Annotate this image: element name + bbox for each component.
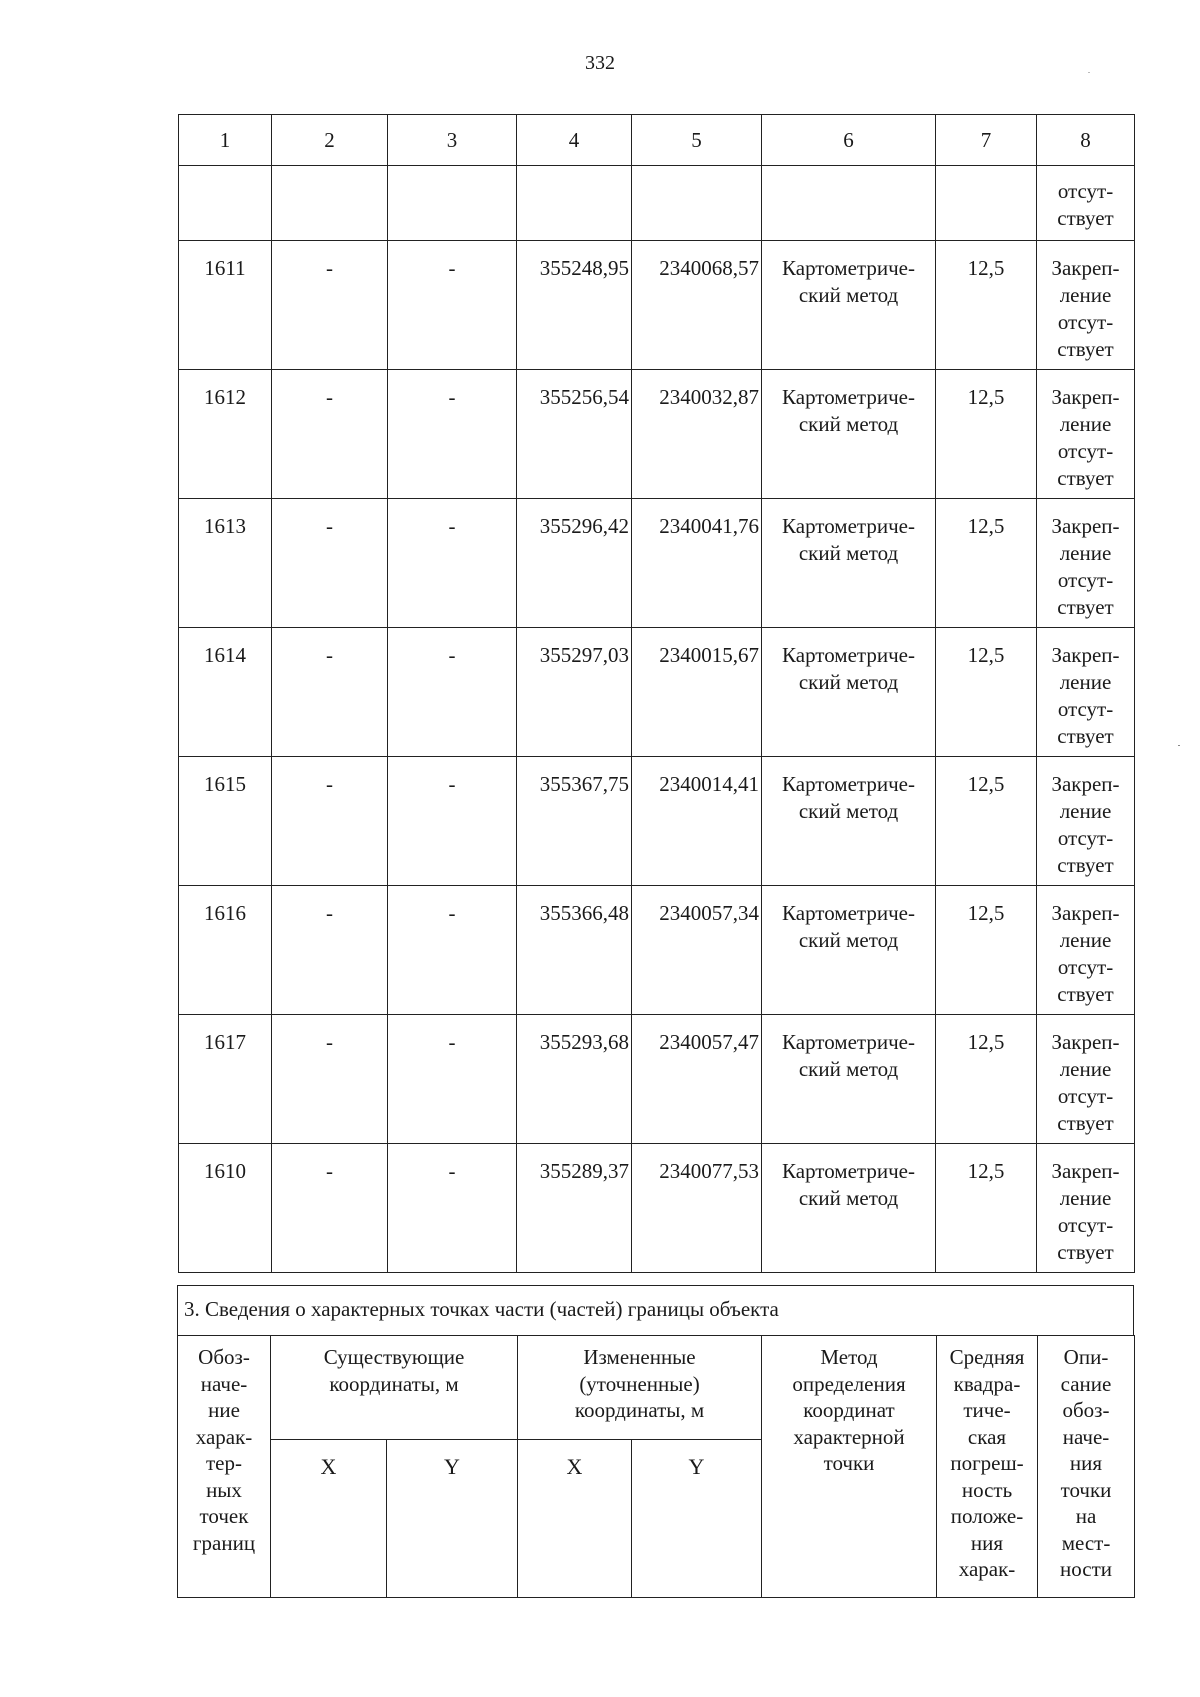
empty-cell <box>272 166 388 241</box>
method-cell <box>762 1144 936 1273</box>
note-cell <box>1037 241 1135 370</box>
header-line: положе- <box>950 1504 1024 1528</box>
existing-y-cell: - <box>388 757 517 886</box>
note-line: отсут- <box>1057 179 1114 203</box>
coordinates-table <box>178 114 1135 1273</box>
point-id: 1613 <box>179 499 272 628</box>
note-line: отсут- <box>1057 826 1114 850</box>
header-line: ность <box>961 1477 1013 1502</box>
method-line: ский метод <box>798 412 899 436</box>
method-line: Картометриче- <box>782 901 915 925</box>
note-line: ствует <box>1057 206 1114 230</box>
existing-y-cell: - <box>388 1015 517 1144</box>
note-line: ствует <box>1057 1240 1114 1264</box>
note-line: ствует <box>1057 1111 1114 1135</box>
note-line: Закреп- <box>1051 1159 1120 1183</box>
note-line: ление <box>1059 799 1112 823</box>
note-cell <box>1037 499 1135 628</box>
header-line: точки <box>823 1451 875 1475</box>
header-line: тер- <box>206 1451 242 1475</box>
header-line: ности <box>1060 1557 1112 1581</box>
header-line: Метод <box>820 1345 878 1369</box>
empty-cell <box>936 166 1037 241</box>
point-id: 1616 <box>179 886 272 1015</box>
changed-coordinates-header <box>518 1336 762 1440</box>
header-line: Существующие <box>323 1345 465 1369</box>
section-3-header-table <box>177 1335 1135 1598</box>
method-cell <box>762 370 936 499</box>
header-line: наче- <box>1062 1424 1110 1449</box>
existing-y-cell: - <box>388 1144 517 1273</box>
existing-y-cell: - <box>388 241 517 370</box>
method-line: Картометриче- <box>782 385 915 409</box>
empty-cell <box>632 166 762 241</box>
existing-x-cell: - <box>272 1015 388 1144</box>
note-line: ление <box>1059 412 1112 436</box>
changed-y-cell: 2340057,34 <box>632 886 762 1015</box>
note-cell <box>1037 370 1135 499</box>
method-line: ский метод <box>798 283 899 307</box>
method-cell <box>762 1015 936 1144</box>
changed-x-header: X <box>518 1440 632 1598</box>
point-id: 1611 <box>179 241 272 370</box>
column-number: 8 <box>1037 115 1135 166</box>
changed-y-cell: 2340068,57 <box>632 241 762 370</box>
header-line: точек <box>199 1504 249 1528</box>
method-line: ский метод <box>798 1057 899 1081</box>
note-cell <box>1037 757 1135 886</box>
page-number: 332 <box>585 52 615 74</box>
error-cell: 12,5 <box>936 886 1037 1015</box>
changed-x-cell: 355296,42 <box>517 499 632 628</box>
note-line: ление <box>1059 541 1112 565</box>
method-line: ский метод <box>798 1186 899 1210</box>
empty-cell <box>179 166 272 241</box>
note-line: ствует <box>1057 466 1114 490</box>
error-header <box>937 1336 1038 1598</box>
changed-y-cell: 2340014,41 <box>632 757 762 886</box>
method-cell <box>762 628 936 757</box>
header-line: Обоз- <box>198 1345 250 1369</box>
changed-y-header: Y <box>632 1440 762 1598</box>
existing-x-header: X <box>271 1440 387 1598</box>
note-line: Закреп- <box>1051 772 1120 796</box>
error-cell: 12,5 <box>936 499 1037 628</box>
note-line: ствует <box>1057 337 1114 361</box>
note-line: ление <box>1059 283 1112 307</box>
note-line: Закреп- <box>1051 385 1120 409</box>
header-line: точки <box>1060 1477 1112 1502</box>
method-cell <box>762 241 936 370</box>
method-cell <box>762 886 936 1015</box>
column-number: 2 <box>272 115 388 166</box>
method-line: ский метод <box>798 799 899 823</box>
existing-y-cell: - <box>388 499 517 628</box>
existing-y-header: Y <box>387 1440 518 1598</box>
point-row <box>179 499 1135 628</box>
changed-y-cell: 2340057,47 <box>632 1015 762 1144</box>
column-number: 4 <box>517 115 632 166</box>
header-line: харак- <box>195 1424 253 1449</box>
note-line: Закреп- <box>1051 256 1120 280</box>
method-line: Картометриче- <box>782 772 915 796</box>
note-line: Закреп- <box>1051 643 1120 667</box>
method-line: Картометриче- <box>782 256 915 280</box>
changed-x-cell: 355366,48 <box>517 886 632 1015</box>
changed-x-cell: 355289,37 <box>517 1144 632 1273</box>
note-line: ствует <box>1057 853 1114 877</box>
error-cell: 12,5 <box>936 1015 1037 1144</box>
note-line: отсут- <box>1057 955 1114 979</box>
changed-x-cell: 355256,54 <box>517 370 632 499</box>
column-number: 5 <box>632 115 762 166</box>
method-line: Картометриче- <box>782 643 915 667</box>
point-row <box>179 370 1135 499</box>
error-cell: 12,5 <box>936 757 1037 886</box>
note-cell <box>1037 1015 1135 1144</box>
changed-x-cell: 355367,75 <box>517 757 632 886</box>
point-id: 1614 <box>179 628 272 757</box>
existing-x-cell: - <box>272 370 388 499</box>
point-id: 1610 <box>179 1144 272 1273</box>
header-line: (уточненные) <box>579 1371 700 1396</box>
header-line: координаты, м <box>574 1398 705 1422</box>
note-line: отсут- <box>1057 439 1114 463</box>
header-line: ния <box>970 1530 1004 1555</box>
existing-x-cell: - <box>272 241 388 370</box>
header-line: обоз- <box>1062 1398 1110 1422</box>
existing-coordinates-header <box>271 1336 518 1440</box>
header-line: ных <box>206 1477 242 1502</box>
point-id: 1612 <box>179 370 272 499</box>
note-cell <box>1037 166 1135 241</box>
empty-cell <box>762 166 936 241</box>
header-line: ния <box>1069 1451 1103 1475</box>
note-line: отсут- <box>1057 568 1114 592</box>
existing-y-cell: - <box>388 628 517 757</box>
header-line: погреш- <box>950 1451 1024 1475</box>
note-cell <box>1037 628 1135 757</box>
error-cell: 12,5 <box>936 1144 1037 1273</box>
note-line: отсут- <box>1057 310 1114 334</box>
note-line: ствует <box>1057 982 1114 1006</box>
method-line: Картометриче- <box>782 514 915 538</box>
column-number: 6 <box>762 115 936 166</box>
header-line: координат <box>803 1398 895 1422</box>
changed-x-cell: 355297,03 <box>517 628 632 757</box>
note-cell <box>1037 1144 1135 1273</box>
note-line: ление <box>1059 1057 1112 1081</box>
header-line: харак- <box>958 1557 1016 1581</box>
method-line: Картометриче- <box>782 1159 915 1183</box>
section-3-title: 3. Сведения о характерных точках части (частей) границы объекта <box>177 1285 1134 1335</box>
empty-cell <box>388 166 517 241</box>
existing-y-cell: - <box>388 370 517 499</box>
note-line: отсут- <box>1057 697 1114 721</box>
error-cell: 12,5 <box>936 241 1037 370</box>
header-line: на <box>1075 1504 1097 1528</box>
changed-y-cell: 2340015,67 <box>632 628 762 757</box>
method-cell <box>762 757 936 886</box>
changed-y-cell: 2340041,76 <box>632 499 762 628</box>
header-line: координаты, м <box>329 1371 459 1396</box>
header-line: Опи- <box>1063 1345 1109 1369</box>
description-header <box>1038 1336 1135 1598</box>
header-line: наче- <box>200 1371 248 1396</box>
point-row <box>179 1015 1135 1144</box>
header-line: мест- <box>1061 1530 1111 1555</box>
point-row <box>179 757 1135 886</box>
header-line: ская <box>967 1424 1007 1449</box>
existing-x-cell: - <box>272 757 388 886</box>
existing-x-cell: - <box>272 1144 388 1273</box>
note-line: Закреп- <box>1051 901 1120 925</box>
existing-x-cell: - <box>272 886 388 1015</box>
existing-x-cell: - <box>272 499 388 628</box>
header-line: сание <box>1060 1371 1112 1396</box>
header-line: ние <box>208 1398 240 1422</box>
existing-y-cell: - <box>388 886 517 1015</box>
scan-speck <box>1178 745 1180 746</box>
note-line: ствует <box>1057 724 1114 748</box>
designation-header <box>178 1336 271 1598</box>
column-number: 7 <box>936 115 1037 166</box>
note-line: ление <box>1059 928 1112 952</box>
method-line: ский метод <box>798 670 899 694</box>
method-cell <box>762 499 936 628</box>
changed-x-cell: 355248,95 <box>517 241 632 370</box>
scan-speck <box>1088 72 1090 73</box>
column-number: 1 <box>179 115 272 166</box>
point-row <box>179 628 1135 757</box>
header-line: квадра- <box>953 1371 1021 1396</box>
changed-y-cell: 2340032,87 <box>632 370 762 499</box>
point-id: 1615 <box>179 757 272 886</box>
column-number-row <box>179 115 1135 166</box>
point-id: 1617 <box>179 1015 272 1144</box>
point-row <box>179 1144 1135 1273</box>
method-line: ский метод <box>798 541 899 565</box>
note-line: Закреп- <box>1051 514 1120 538</box>
note-line: ление <box>1059 670 1112 694</box>
point-row <box>179 241 1135 370</box>
note-cell <box>1037 886 1135 1015</box>
header-line: границ <box>192 1530 256 1555</box>
note-line: ствует <box>1057 595 1114 619</box>
empty-cell <box>517 166 632 241</box>
method-line: Картометриче- <box>782 1030 915 1054</box>
error-cell: 12,5 <box>936 628 1037 757</box>
point-row <box>179 886 1135 1015</box>
note-line: отсут- <box>1057 1213 1114 1237</box>
changed-y-cell: 2340077,53 <box>632 1144 762 1273</box>
existing-x-cell: - <box>272 628 388 757</box>
header-line: тиче- <box>963 1398 1011 1422</box>
header-line: определения <box>792 1371 906 1396</box>
header-line: Средняя <box>949 1345 1025 1369</box>
error-cell: 12,5 <box>936 370 1037 499</box>
note-line: ление <box>1059 1186 1112 1210</box>
note-line: Закреп- <box>1051 1030 1120 1054</box>
header-line: Измененные <box>583 1345 696 1369</box>
column-number: 3 <box>388 115 517 166</box>
header-line: характерной <box>793 1424 905 1449</box>
method-line: ский метод <box>798 928 899 952</box>
method-header <box>762 1336 937 1598</box>
changed-x-cell: 355293,68 <box>517 1015 632 1144</box>
continuation-row <box>179 166 1135 241</box>
note-line: отсут- <box>1057 1084 1114 1108</box>
